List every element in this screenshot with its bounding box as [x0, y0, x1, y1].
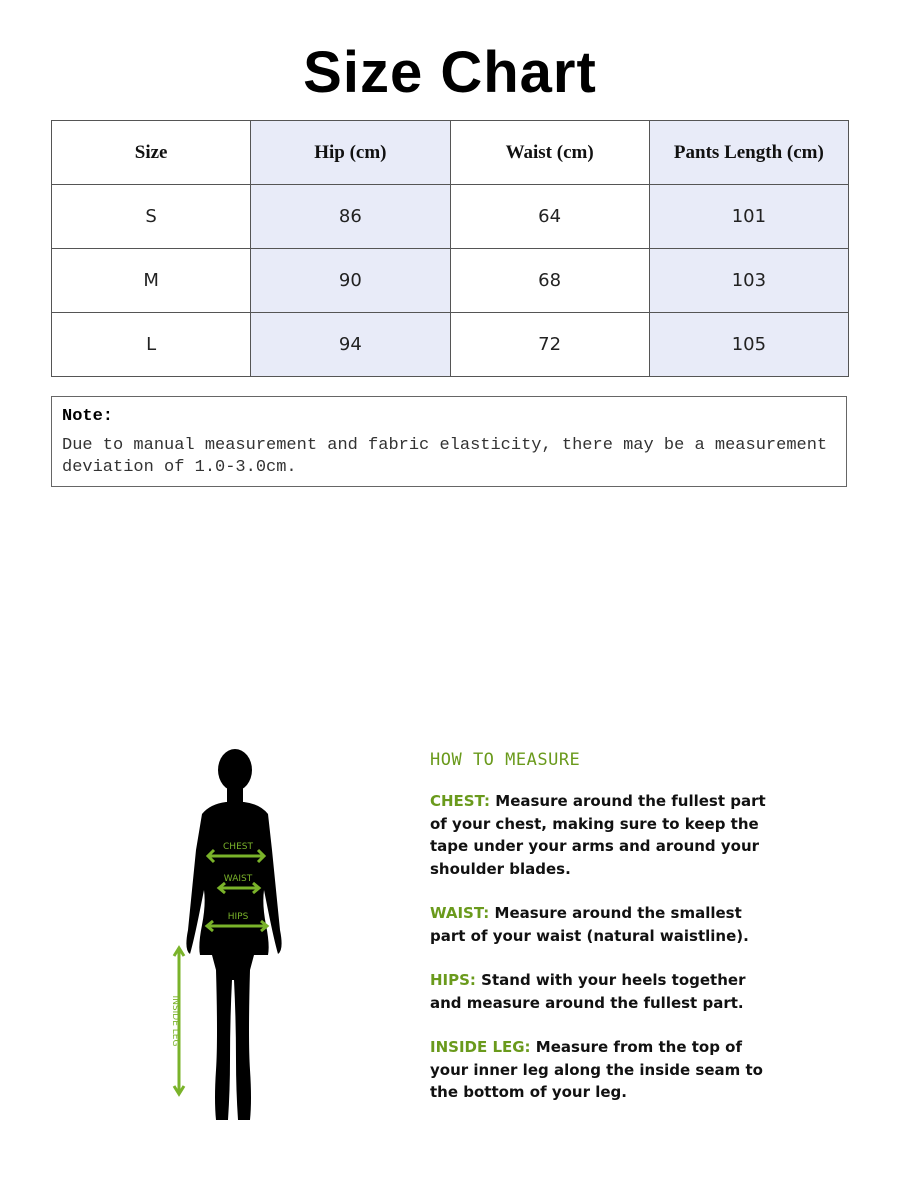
measure-label: HIPS:	[430, 971, 476, 989]
header-hip: Hip (cm)	[251, 121, 450, 185]
header-size: Size	[52, 121, 251, 185]
how-to-measure-heading: HOW TO MEASURE	[430, 750, 581, 770]
cell-size: L	[52, 313, 251, 377]
cell-pants-length: 103	[649, 249, 848, 313]
cell-hip: 94	[251, 313, 450, 377]
size-table	[51, 120, 849, 377]
measure-text: Measure from the top of your inner leg along the inside seam to the bottom of your leg.	[430, 1038, 763, 1101]
header-pants-length: Pants Length (cm)	[649, 121, 848, 185]
hips-label: HIPS	[227, 912, 249, 922]
inside-leg-label: INSIDE LEG	[170, 995, 180, 1047]
cell-waist: 68	[450, 249, 649, 313]
measure-text: Stand with your heels together and measure around the fullest part.	[430, 971, 746, 1012]
cell-hip: 90	[251, 249, 450, 313]
cell-size: S	[52, 185, 251, 249]
measure-text: Measure around the fullest part of your chest, making sure to keep the tape under your arms and around your shoulder blades.	[430, 792, 766, 878]
measure-label: WAIST:	[430, 904, 490, 922]
cell-waist: 72	[450, 313, 649, 377]
measure-text: Measure around the smallest part of your waist (natural waistline).	[430, 904, 749, 945]
note-text: Due to manual measurement and fabric elasticity, there may be a measurement deviation of 1.0-3.0cm.	[62, 436, 828, 477]
header-waist: Waist (cm)	[450, 121, 649, 185]
measure-label: CHEST:	[430, 792, 491, 810]
silhouette	[186, 749, 281, 1120]
note-title: Note:	[62, 407, 114, 426]
measure-label: INSIDE LEG:	[430, 1038, 531, 1056]
measure-item-waist	[430, 902, 770, 947]
measure-item-chest	[430, 790, 770, 880]
table-row	[52, 249, 849, 313]
measure-item-hips	[430, 969, 770, 1014]
page-title: Size Chart	[303, 40, 597, 105]
body-silhouette-figure	[150, 740, 300, 1130]
how-to-measure-panel	[430, 748, 770, 1126]
table-header-row	[52, 121, 849, 185]
cell-pants-length: 101	[649, 185, 848, 249]
cell-waist: 64	[450, 185, 649, 249]
note-box	[51, 396, 847, 487]
measure-item-inside-leg	[430, 1036, 770, 1104]
cell-size: M	[52, 249, 251, 313]
table-row	[52, 185, 849, 249]
table-row	[52, 313, 849, 377]
cell-pants-length: 105	[649, 313, 848, 377]
chest-label: CHEST	[223, 842, 253, 852]
cell-hip: 86	[251, 185, 450, 249]
waist-label: WAIST	[223, 874, 253, 884]
